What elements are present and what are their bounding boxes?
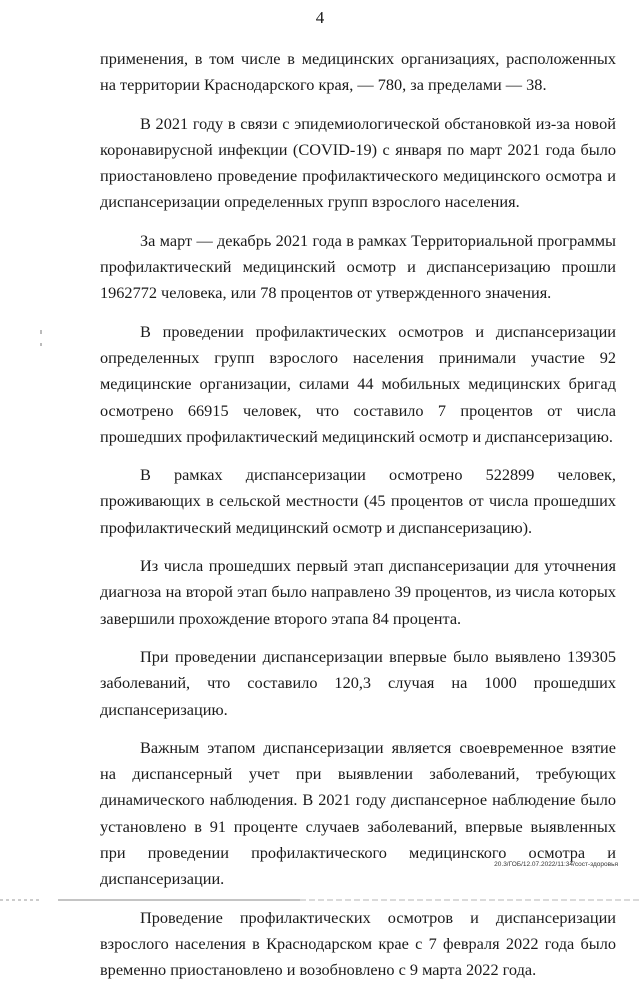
- document-stamp: 20.3/ГОБ/12.07.2022/11:34/сост-здоровья: [494, 861, 618, 868]
- scan-edge-line: [0, 893, 640, 905]
- scan-margin-mark: [40, 343, 42, 346]
- paragraph-5: В рамках диспансеризации осмотрено 522899 человек, проживающих в сельской местности (45 процентов от числа прошедших профилактический медицинский осмотр и диспансеризацию).: [100, 465, 616, 537]
- paragraph-1: применения, в том числе в медицинских организациях, расположенных на территории Краснодарского края, — 780, за пределами — 38.: [100, 49, 616, 95]
- document-body: [100, 46, 616, 996]
- paragraph-7: При проведении диспансеризации впервые было выявлено 139305 заболеваний, что составило 120,3 случая на 1000 прошедших диспансеризацию.: [100, 646, 616, 719]
- page-number: 4: [315, 8, 325, 27]
- paragraph-2: В 2021 году в связи с эпидемиологической обстановкой из-за новой коронавирусной инфекции (COVID-19) с января по март 2021 года было приостановлено проведение профилактического медицинского осмотра и диспансеризации определенных групп взрослого населения.: [100, 113, 616, 212]
- scan-margin-mark: [40, 330, 42, 334]
- paragraph-4: В проведении профилактических осмотров и диспансеризации определенных групп взрослого населения принимали участие 92 медицинские организации, силами 44 мобильных медицинских бригад осмотрено 66915 человек, что составило 7 процентов от числа прошедших профилактический медицинский осмотр и диспансеризацию.: [100, 321, 616, 446]
- paragraph-3: За март — декабрь 2021 года в рамках Территориальной программы профилактический медицинский осмотр и диспансеризацию прошли 1962772 человека, или 78 процентов от утвержденного значения.: [100, 230, 616, 303]
- paragraph-9: Проведение профилактических осмотров и диспансеризации взрослого населения в Краснодарском крае с 7 февраля 2022 года было временно приостановлено и возобновлено с 9 марта 2022 года.: [100, 907, 616, 980]
- paragraph-8: Важным этапом диспансеризации является своевременное взятие на диспансерный учет при выявлении заболеваний, требующих динамического наблюдения. В 2021 году диспансерное наблюдение было установлено в 91 проценте случаев заболеваний, впервые выявленных при проведении профилактического медицинского осмотра и диспансеризации.: [100, 737, 616, 889]
- paragraph-6: Из числа прошедших первый этап диспансеризации для уточнения диагноза на второй этап было направлено 39 процентов, из числа которых завершили прохождение второго этапа 84 процента.: [100, 556, 616, 628]
